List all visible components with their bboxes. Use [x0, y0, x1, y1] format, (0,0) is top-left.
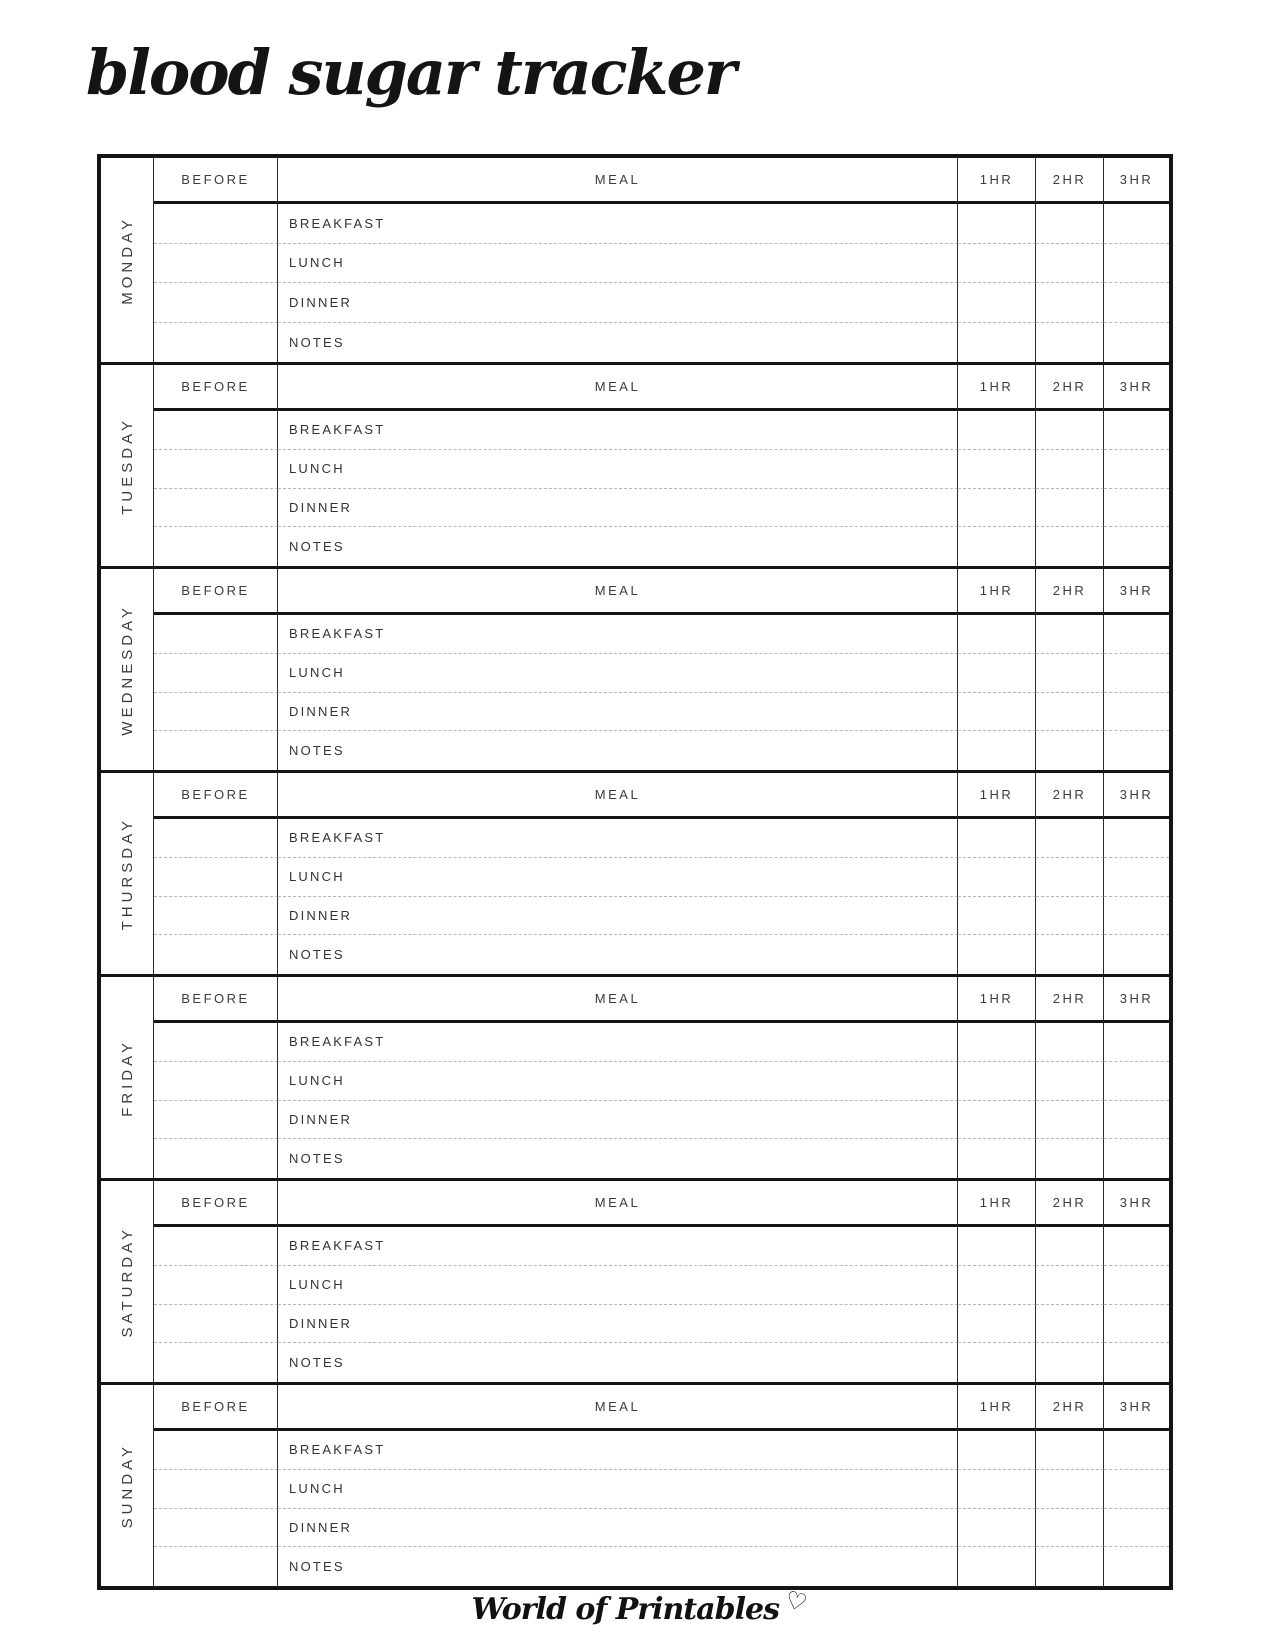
hr3-entry-cell: [1104, 897, 1169, 936]
day-label: WEDNESDAY: [118, 603, 136, 736]
meal-row-label: DINNER: [289, 703, 353, 719]
meal-row-label: LUNCH: [289, 1277, 345, 1293]
header-3hr: 3HR: [1104, 977, 1169, 1023]
meal-row-label: BREAKFAST: [289, 422, 386, 438]
brand-logo: [471, 1585, 809, 1627]
meal-cell: [278, 1023, 958, 1062]
hr3-entry-cell: [1104, 450, 1169, 489]
meal-cell: [278, 897, 958, 936]
hr1-entry-cell: [958, 1509, 1036, 1548]
hr1-entry-cell: [958, 1062, 1036, 1101]
hr2-entry-cell: [1036, 1431, 1104, 1470]
before-entry-cell: [154, 411, 278, 450]
meal-row-label: NOTES: [289, 947, 345, 963]
header-before: BEFORE: [154, 158, 278, 204]
header-3hr: 3HR: [1104, 1385, 1169, 1431]
day-name-column: [101, 569, 154, 770]
hr3-entry-cell: [1104, 858, 1169, 897]
meal-cell: [278, 1062, 958, 1101]
day-grid: [154, 1181, 1169, 1382]
before-entry-cell: [154, 283, 278, 323]
hr2-entry-cell: [1036, 527, 1104, 566]
before-entry-cell: [154, 1509, 278, 1548]
hr1-entry-cell: [958, 935, 1036, 974]
meal-row-label: NOTES: [289, 1151, 345, 1167]
hr3-entry-cell: [1104, 527, 1169, 566]
header-1hr: 1HR: [958, 977, 1036, 1023]
meal-cell: [278, 693, 958, 732]
hr2-entry-cell: [1036, 615, 1104, 654]
before-entry-cell: [154, 323, 278, 363]
meal-row-label: NOTES: [289, 1355, 345, 1371]
hr2-entry-cell: [1036, 1266, 1104, 1305]
before-entry-cell: [154, 450, 278, 489]
day-label: FRIDAY: [118, 1038, 136, 1117]
hr1-entry-cell: [958, 489, 1036, 528]
hr2-entry-cell: [1036, 819, 1104, 858]
meal-cell: [278, 819, 958, 858]
hr3-entry-cell: [1104, 1227, 1169, 1266]
meal-row-label: BREAKFAST: [289, 1238, 386, 1254]
hr2-entry-cell: [1036, 731, 1104, 770]
day-label: THURSDAY: [118, 816, 136, 931]
header-before: BEFORE: [154, 569, 278, 615]
meal-cell: [278, 1431, 958, 1470]
before-entry-cell: [154, 654, 278, 693]
day-grid: [154, 365, 1169, 566]
day-label: MONDAY: [118, 215, 136, 305]
header-meal: MEAL: [278, 1385, 958, 1431]
day-grid: [154, 977, 1169, 1178]
hr2-entry-cell: [1036, 244, 1104, 284]
hr3-entry-cell: [1104, 283, 1169, 323]
hr1-entry-cell: [958, 1431, 1036, 1470]
hr3-entry-cell: [1104, 1266, 1169, 1305]
hr3-entry-cell: [1104, 1431, 1169, 1470]
day-grid: [154, 569, 1169, 770]
meal-row-label: DINNER: [289, 1315, 353, 1331]
hr1-entry-cell: [958, 283, 1036, 323]
hr2-entry-cell: [1036, 204, 1104, 244]
meal-row-label: BREAKFAST: [289, 1034, 386, 1050]
hr3-entry-cell: [1104, 1101, 1169, 1140]
header-before: BEFORE: [154, 773, 278, 819]
before-entry-cell: [154, 858, 278, 897]
day-grid: [154, 1385, 1169, 1586]
before-entry-cell: [154, 935, 278, 974]
hr2-entry-cell: [1036, 1062, 1104, 1101]
meal-row-label: LUNCH: [289, 1481, 345, 1497]
meal-row-label: DINNER: [289, 1519, 353, 1535]
day-name-column: [101, 1385, 154, 1586]
before-entry-cell: [154, 819, 278, 858]
hr3-entry-cell: [1104, 204, 1169, 244]
meal-row-label: BREAKFAST: [289, 1442, 386, 1458]
meal-cell: [278, 204, 958, 244]
hr3-entry-cell: [1104, 1547, 1169, 1586]
day-grid: [154, 158, 1169, 362]
meal-cell: [278, 654, 958, 693]
meal-row-label: LUNCH: [289, 1073, 345, 1089]
hr3-entry-cell: [1104, 489, 1169, 528]
hr2-entry-cell: [1036, 323, 1104, 363]
hr1-entry-cell: [958, 693, 1036, 732]
meal-cell: [278, 527, 958, 566]
blood-sugar-table: [97, 154, 1173, 1590]
hr1-entry-cell: [958, 323, 1036, 363]
header-meal: MEAL: [278, 977, 958, 1023]
hr3-entry-cell: [1104, 244, 1169, 284]
before-entry-cell: [154, 1227, 278, 1266]
hr3-entry-cell: [1104, 1343, 1169, 1382]
hr1-entry-cell: [958, 1470, 1036, 1509]
hr3-entry-cell: [1104, 693, 1169, 732]
day-label: SUNDAY: [118, 1442, 136, 1529]
meal-row-label: LUNCH: [289, 869, 345, 885]
meal-cell: [278, 1470, 958, 1509]
hr1-entry-cell: [958, 1101, 1036, 1140]
day-section: [101, 1382, 1169, 1586]
before-entry-cell: [154, 1023, 278, 1062]
header-before: BEFORE: [154, 977, 278, 1023]
before-entry-cell: [154, 1139, 278, 1178]
before-entry-cell: [154, 244, 278, 284]
before-entry-cell: [154, 1470, 278, 1509]
meal-row-label: NOTES: [289, 1559, 345, 1575]
header-meal: MEAL: [278, 773, 958, 819]
meal-cell: [278, 1343, 958, 1382]
day-name-column: [101, 1181, 154, 1382]
hr2-entry-cell: [1036, 1547, 1104, 1586]
hr3-entry-cell: [1104, 819, 1169, 858]
header-2hr: 2HR: [1036, 977, 1104, 1023]
meal-cell: [278, 450, 958, 489]
hr1-entry-cell: [958, 1547, 1036, 1586]
before-entry-cell: [154, 615, 278, 654]
before-entry-cell: [154, 731, 278, 770]
hr1-entry-cell: [958, 858, 1036, 897]
hr2-entry-cell: [1036, 411, 1104, 450]
meal-cell: [278, 283, 958, 323]
hr1-entry-cell: [958, 819, 1036, 858]
hr2-entry-cell: [1036, 1139, 1104, 1178]
meal-cell: [278, 244, 958, 284]
header-1hr: 1HR: [958, 1181, 1036, 1227]
day-label: TUESDAY: [118, 416, 136, 515]
header-1hr: 1HR: [958, 773, 1036, 819]
before-entry-cell: [154, 1343, 278, 1382]
header-1hr: 1HR: [958, 158, 1036, 204]
day-label: SATURDAY: [118, 1225, 136, 1338]
hr3-entry-cell: [1104, 654, 1169, 693]
header-3hr: 3HR: [1104, 1181, 1169, 1227]
hr1-entry-cell: [958, 411, 1036, 450]
footer: [0, 1585, 1275, 1627]
header-1hr: 1HR: [958, 365, 1036, 411]
header-1hr: 1HR: [958, 1385, 1036, 1431]
hr1-entry-cell: [958, 1023, 1036, 1062]
header-meal: MEAL: [278, 158, 958, 204]
hr2-entry-cell: [1036, 1023, 1104, 1062]
meal-cell: [278, 1305, 958, 1344]
meal-row-label: NOTES: [289, 334, 345, 350]
meal-row-label: DINNER: [289, 907, 353, 923]
meal-cell: [278, 1509, 958, 1548]
hr3-entry-cell: [1104, 323, 1169, 363]
hr1-entry-cell: [958, 450, 1036, 489]
day-section: [101, 566, 1169, 770]
meal-row-label: DINNER: [289, 1111, 353, 1127]
header-3hr: 3HR: [1104, 773, 1169, 819]
day-name-column: [101, 773, 154, 974]
hr2-entry-cell: [1036, 1343, 1104, 1382]
hr3-entry-cell: [1104, 1139, 1169, 1178]
header-2hr: 2HR: [1036, 1181, 1104, 1227]
hr1-entry-cell: [958, 654, 1036, 693]
hr1-entry-cell: [958, 244, 1036, 284]
hr1-entry-cell: [958, 897, 1036, 936]
meal-row-label: LUNCH: [289, 665, 345, 681]
hr3-entry-cell: [1104, 935, 1169, 974]
hr3-entry-cell: [1104, 1470, 1169, 1509]
meal-row-label: BREAKFAST: [289, 830, 386, 846]
before-entry-cell: [154, 489, 278, 528]
before-entry-cell: [154, 1547, 278, 1586]
day-section: [101, 362, 1169, 566]
hr3-entry-cell: [1104, 1509, 1169, 1548]
hr3-entry-cell: [1104, 1023, 1169, 1062]
hr2-entry-cell: [1036, 283, 1104, 323]
meal-row-label: DINNER: [289, 294, 353, 310]
hr2-entry-cell: [1036, 897, 1104, 936]
before-entry-cell: [154, 1431, 278, 1470]
meal-cell: [278, 1101, 958, 1140]
before-entry-cell: [154, 204, 278, 244]
hr1-entry-cell: [958, 1266, 1036, 1305]
meal-cell: [278, 1139, 958, 1178]
day-grid: [154, 773, 1169, 974]
hr1-entry-cell: [958, 615, 1036, 654]
hr2-entry-cell: [1036, 1509, 1104, 1548]
meal-cell: [278, 1547, 958, 1586]
meal-cell: [278, 1266, 958, 1305]
header-3hr: 3HR: [1104, 569, 1169, 615]
header-3hr: 3HR: [1104, 158, 1169, 204]
meal-cell: [278, 615, 958, 654]
brand-text: World of Printables: [471, 1592, 779, 1627]
hr2-entry-cell: [1036, 1305, 1104, 1344]
meal-row-label: NOTES: [289, 743, 345, 759]
hr1-entry-cell: [958, 204, 1036, 244]
day-section: [101, 770, 1169, 974]
day-section: [101, 158, 1169, 362]
header-2hr: 2HR: [1036, 773, 1104, 819]
hr2-entry-cell: [1036, 1101, 1104, 1140]
heart-icon: ♡: [782, 1585, 809, 1618]
header-before: BEFORE: [154, 1181, 278, 1227]
hr3-entry-cell: [1104, 1305, 1169, 1344]
hr1-entry-cell: [958, 1227, 1036, 1266]
hr3-entry-cell: [1104, 731, 1169, 770]
hr1-entry-cell: [958, 1305, 1036, 1344]
before-entry-cell: [154, 1266, 278, 1305]
hr3-entry-cell: [1104, 615, 1169, 654]
header-1hr: 1HR: [958, 569, 1036, 615]
before-entry-cell: [154, 1305, 278, 1344]
before-entry-cell: [154, 693, 278, 732]
meal-row-label: LUNCH: [289, 255, 345, 271]
meal-cell: [278, 323, 958, 363]
header-2hr: 2HR: [1036, 158, 1104, 204]
hr3-entry-cell: [1104, 411, 1169, 450]
hr2-entry-cell: [1036, 1470, 1104, 1509]
hr2-entry-cell: [1036, 1227, 1104, 1266]
meal-row-label: DINNER: [289, 499, 353, 515]
page-title: blood sugar tracker: [86, 36, 735, 109]
hr1-entry-cell: [958, 527, 1036, 566]
before-entry-cell: [154, 527, 278, 566]
header-meal: MEAL: [278, 1181, 958, 1227]
meal-cell: [278, 411, 958, 450]
hr1-entry-cell: [958, 731, 1036, 770]
hr2-entry-cell: [1036, 693, 1104, 732]
day-name-column: [101, 365, 154, 566]
meal-cell: [278, 489, 958, 528]
meal-cell: [278, 1227, 958, 1266]
day-section: [101, 1178, 1169, 1382]
meal-cell: [278, 935, 958, 974]
hr2-entry-cell: [1036, 935, 1104, 974]
header-meal: MEAL: [278, 365, 958, 411]
day-name-column: [101, 977, 154, 1178]
day-section: [101, 974, 1169, 1178]
meal-row-label: LUNCH: [289, 461, 345, 477]
meal-row-label: NOTES: [289, 539, 345, 555]
header-2hr: 2HR: [1036, 1385, 1104, 1431]
meal-cell: [278, 731, 958, 770]
header-2hr: 2HR: [1036, 365, 1104, 411]
header-before: BEFORE: [154, 1385, 278, 1431]
header-before: BEFORE: [154, 365, 278, 411]
header-meal: MEAL: [278, 569, 958, 615]
hr3-entry-cell: [1104, 1062, 1169, 1101]
meal-cell: [278, 858, 958, 897]
before-entry-cell: [154, 897, 278, 936]
meal-row-label: BREAKFAST: [289, 215, 386, 231]
hr1-entry-cell: [958, 1343, 1036, 1382]
meal-row-label: BREAKFAST: [289, 626, 386, 642]
hr2-entry-cell: [1036, 450, 1104, 489]
hr1-entry-cell: [958, 1139, 1036, 1178]
hr2-entry-cell: [1036, 489, 1104, 528]
day-name-column: [101, 158, 154, 362]
hr2-entry-cell: [1036, 858, 1104, 897]
before-entry-cell: [154, 1062, 278, 1101]
header-3hr: 3HR: [1104, 365, 1169, 411]
before-entry-cell: [154, 1101, 278, 1140]
hr2-entry-cell: [1036, 654, 1104, 693]
header-2hr: 2HR: [1036, 569, 1104, 615]
